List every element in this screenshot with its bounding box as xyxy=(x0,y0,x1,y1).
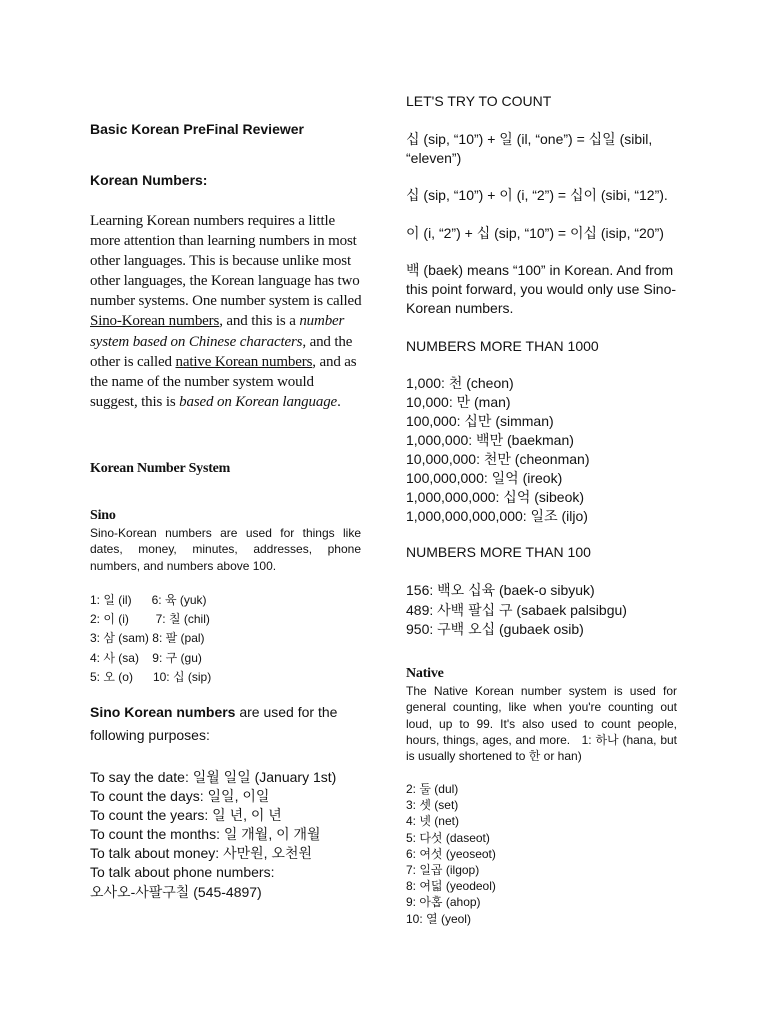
native-first-item: 1: 하나 (hana, but is usually shortened to 한 or han) xyxy=(406,732,681,764)
list-item: 1,000,000,000,000: 일조 (iljo) xyxy=(406,508,588,524)
more-than-100-heading: NUMBERS MORE THAN 100 xyxy=(406,544,591,560)
native-description-text: The Native Korean number system is used for general counting, like when you're counting out loud, up to 99. It's also used to count people, hours, things, ages, and more. xyxy=(406,684,677,747)
list-item: To talk about phone numbers: xyxy=(90,864,275,881)
number-system-heading: Korean Number System xyxy=(90,461,231,476)
native-number-list xyxy=(406,781,496,927)
count-example-3: 이 (i, “2”) + 십 (sip, “10”) = 이십 (isip, “20”) xyxy=(406,225,664,241)
document-title: Basic Korean PreFinal Reviewer xyxy=(90,121,304,137)
native-heading: Native xyxy=(406,666,444,681)
list-item: 950: 구백 오십 (gubaek osib) xyxy=(406,621,584,637)
purposes-list xyxy=(90,768,336,902)
list-item: 10,000,000: 천만 (cheonman) xyxy=(406,451,590,467)
list-item: 3: 셋 (set) xyxy=(406,798,459,813)
list-item: 6: 여섯 (yeoseot) xyxy=(406,846,496,861)
sino-heading: Sino xyxy=(90,508,116,523)
intro-italic-1: number system based on Chinese characters xyxy=(90,313,345,350)
intro-italic-2: based on Korean language xyxy=(179,393,338,410)
more-than-1000-heading: NUMBERS MORE THAN 1000 xyxy=(406,338,599,354)
list-item: 오사오-사팔구칠 (545-4897) xyxy=(90,883,262,900)
native-description xyxy=(406,683,681,764)
list-item: To say the date: 일월 일일 (January 1st) xyxy=(90,769,337,785)
purposes-intro xyxy=(90,701,362,747)
list-item: 2: 둘 (dul) xyxy=(406,782,459,796)
count-heading: LET'S TRY TO COUNT xyxy=(406,93,552,109)
sino-description: Sino-Korean numbers are used for things like dates, money, minutes, addresses, phone numbers, and numbers above 100. xyxy=(90,526,361,573)
list-item: 8: 여덟 (yeodeol) xyxy=(406,879,496,894)
list-item: 156: 백오 십육 (baek-o sibyuk) xyxy=(406,582,595,598)
intro-text-5: . xyxy=(337,393,341,410)
sino-number-list xyxy=(90,591,211,687)
list-item: 10: 열 (yeol) xyxy=(406,911,471,926)
list-item: 1,000,000,000: 십억 (sibeok) xyxy=(406,489,585,505)
intro-text-2: , and this is a xyxy=(219,313,300,330)
list-item: 10,000: 만 (man) xyxy=(406,394,511,410)
intro-text-4: , and as the name of the number system would suggest, this is xyxy=(90,353,357,410)
list-item: 3: 삼 (sam) 8: 팔 (pal) xyxy=(90,631,205,646)
intro-text-3: , and the other is called xyxy=(90,333,353,370)
list-item: 1,000,000: 백만 (baekman) xyxy=(406,432,574,448)
list-item: 4: 사 (sa) 9: 구 (gu) xyxy=(90,650,202,665)
baek-paragraph: 백 (baek) means “100” in Korean. And from this point forward, you would only use Sino-Korean numbers. xyxy=(406,262,677,316)
list-item: To talk about money: 사만원, 오천원 xyxy=(90,845,312,862)
more-than-1000-list xyxy=(406,374,590,526)
list-item: 7: 일곱 (ilgop) xyxy=(406,863,480,878)
more-than-100-list xyxy=(406,581,627,640)
korean-numbers-heading: Korean Numbers: xyxy=(90,172,208,188)
list-item: 489: 사백 팔십 구 (sabaek palsibgu) xyxy=(406,601,627,618)
list-item: 5: 다섯 (daseot) xyxy=(406,830,490,845)
purposes-rest: are used for the following purposes: xyxy=(90,704,338,743)
list-item: 100,000,000: 일억 (ireok) xyxy=(406,470,563,486)
list-item: 5: 오 (o) 10: 십 (sip) xyxy=(90,669,212,684)
list-item: 2: 이 (i) 7: 칠 (chil) xyxy=(90,612,210,627)
list-item: To count the days: 일일, 이일 xyxy=(90,788,270,805)
intro-text-1: Learning Korean numbers requires a little more attention than learning numbers in most other languages. This is because unlike most other languages, the Korean language has two number systems. One number system is called xyxy=(90,213,362,310)
list-item: To count the months: 일 개월, 이 개월 xyxy=(90,826,321,843)
list-item: 1: 일 (il) 6: 육 (yuk) xyxy=(90,593,207,607)
list-item: 100,000: 십만 (simman) xyxy=(406,413,554,429)
count-example-2: 십 (sip, “10”) + 이 (i, “2”) = 십이 (sibi, “12”). xyxy=(406,187,668,203)
native-korean-numbers-link[interactable]: native Korean numbers xyxy=(175,353,313,370)
list-item: 1,000: 천 (cheon) xyxy=(406,375,514,391)
list-item: 4: 넷 (net) xyxy=(406,814,459,829)
intro-paragraph xyxy=(90,211,362,412)
list-item: To count the years: 일 년, 이 년 xyxy=(90,807,282,824)
list-item: 9: 아홉 (ahop) xyxy=(406,895,481,910)
count-example-1: 십 (sip, “10”) + 일 (il, “one”) = 십일 (sibil, “eleven”) xyxy=(406,131,653,166)
purposes-bold: Sino Korean numbers xyxy=(90,704,236,720)
sino-korean-numbers-link[interactable]: Sino-Korean numbers xyxy=(90,313,220,330)
